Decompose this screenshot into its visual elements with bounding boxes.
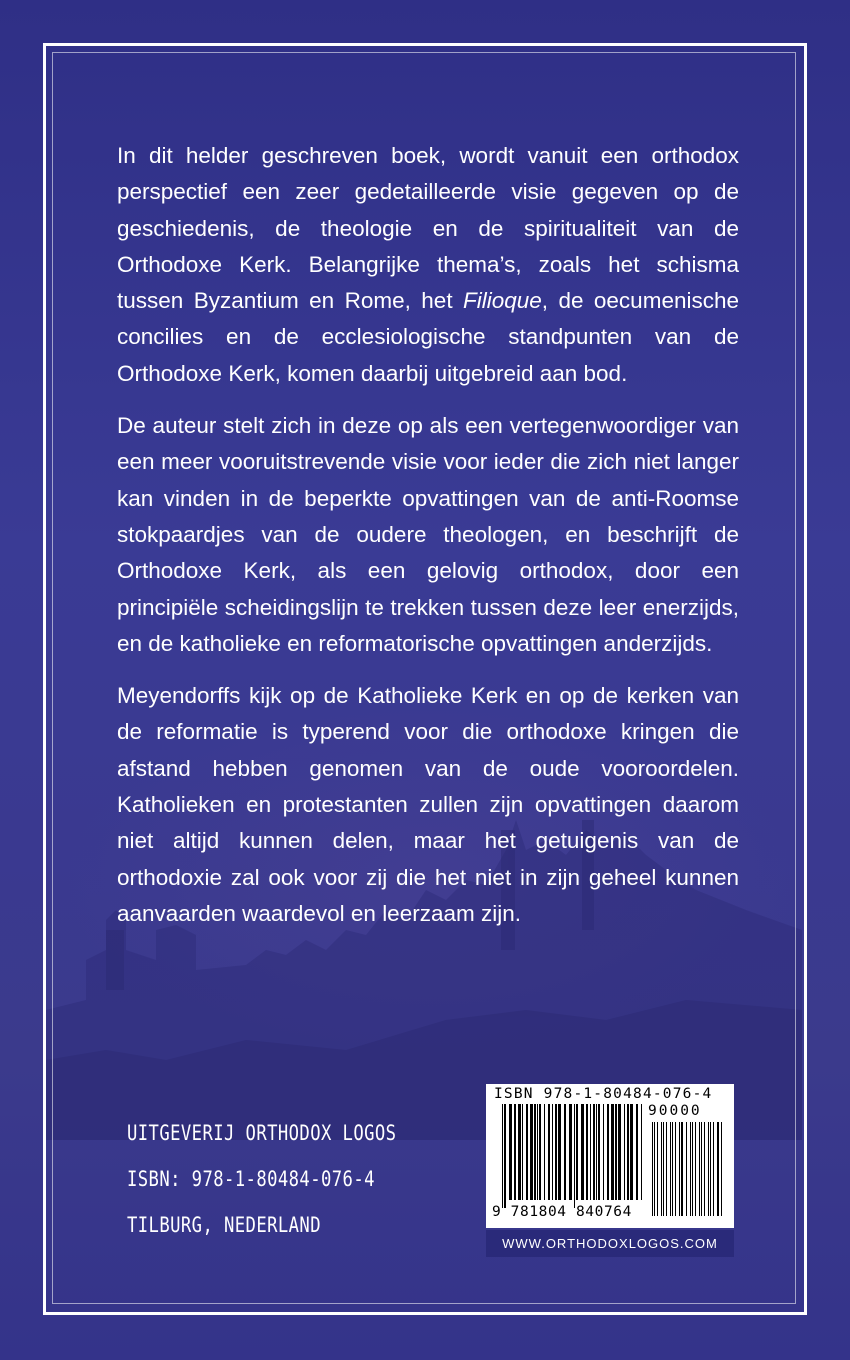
barcode-bar xyxy=(504,1104,506,1208)
barcode-bar xyxy=(624,1104,625,1200)
publisher-info xyxy=(127,1110,398,1248)
barcode-bar xyxy=(701,1122,702,1216)
barcode-bar xyxy=(672,1122,673,1216)
barcode-bar xyxy=(692,1122,693,1216)
barcode-isbn-label: ISBN 978-1-80484-076-4 xyxy=(494,1086,713,1102)
barcode-bar xyxy=(652,1122,653,1216)
barcode-bar xyxy=(564,1104,566,1200)
blurb-paragraph-3: Meyendorffs kijk op de Katholieke Kerk en op de kerken van de reformatie is typerend voor die orthodoxe kringen die afstand hebben genomen van de oude vooroordelen. Katholieken en protestanten zullen zijn opvattingen daarom niet altijd kunnen delen, maar het getuigenis van de orthodoxie zal ook voor zij die het niet in zijn geheel kunnen aanvaarden waardevol en leerzaam zijn. xyxy=(117,683,739,926)
barcode-bar xyxy=(502,1104,503,1208)
barcode-bar xyxy=(558,1104,561,1200)
barcode-bar xyxy=(603,1104,604,1200)
barcode-bar xyxy=(509,1104,512,1200)
barcode-bar xyxy=(574,1104,575,1208)
barcode-bar xyxy=(661,1122,662,1216)
barcode-bar xyxy=(675,1122,676,1216)
barcode-bar xyxy=(657,1122,658,1216)
blurb xyxy=(117,138,739,948)
barcode-bar xyxy=(534,1104,536,1200)
barcode-bar xyxy=(690,1122,691,1216)
barcode-bar xyxy=(518,1104,521,1200)
barcode-bar xyxy=(636,1104,638,1200)
publisher-isbn: ISBN: 978-1-80484-076-4 xyxy=(127,1167,375,1191)
barcode-bar xyxy=(713,1122,714,1216)
barcode-bar xyxy=(695,1122,696,1216)
publisher-location: TILBURG, NEDERLAND xyxy=(127,1213,321,1237)
barcode-bar xyxy=(686,1122,687,1216)
barcode-bar xyxy=(611,1104,614,1200)
barcode-bar xyxy=(679,1122,680,1216)
website-url: WWW.ORTHODOXLOGOS.COM xyxy=(486,1230,734,1257)
barcode-bar xyxy=(618,1104,621,1200)
barcode-bar xyxy=(530,1104,533,1200)
barcode-bar xyxy=(544,1104,545,1200)
barcode-bar xyxy=(569,1104,572,1200)
barcode-bar xyxy=(708,1122,709,1216)
barcode xyxy=(486,1084,734,1228)
barcode-bar xyxy=(710,1122,711,1216)
barcode-bar xyxy=(666,1122,667,1216)
publisher-name: UITGEVERIJ ORTHODOX LOGOS xyxy=(127,1121,397,1145)
barcode-bar xyxy=(596,1104,597,1200)
barcode-bar xyxy=(548,1104,550,1200)
barcode-bar xyxy=(576,1104,578,1200)
barcode-bar xyxy=(699,1122,700,1216)
barcode-bar xyxy=(641,1104,642,1200)
barcode-bar xyxy=(630,1104,633,1200)
barcode-bar xyxy=(717,1122,719,1216)
barcode-bar xyxy=(615,1104,617,1200)
barcode-bar xyxy=(526,1104,528,1200)
barcode-bar xyxy=(522,1104,523,1200)
barcode-bar xyxy=(704,1122,705,1216)
barcode-bar xyxy=(670,1122,671,1216)
barcode-bar xyxy=(552,1104,553,1200)
barcode-bar xyxy=(537,1104,538,1200)
barcode-bar xyxy=(598,1104,600,1200)
barcode-bar xyxy=(514,1104,516,1200)
barcode-bar xyxy=(539,1104,541,1200)
barcode-bar xyxy=(663,1122,664,1216)
barcode-bar xyxy=(607,1104,609,1200)
barcode-addon-number: 90000 xyxy=(648,1103,702,1119)
barcode-bar xyxy=(593,1104,595,1200)
barcode-bar xyxy=(590,1104,591,1200)
barcode-digits: 9 781804 840764 xyxy=(492,1204,632,1220)
blurb-paragraph-1: In dit helder geschreven boek, wordt vanuit een orthodox perspectief een zeer gedetailleerde visie gegeven op de geschiedenis, de theologie en de spiritualiteit van de Orthodoxe Kerk. Belangrijke thema’s, zoals het schisma tussen Byzantium en Rome, het Filioque, de oecumenische concilies en de ecclesiologische standpunten van de Orthodoxe Kerk, komen daarbij uitgebreid aan bod. xyxy=(117,143,739,386)
barcode-bar xyxy=(581,1104,584,1200)
barcode-bar xyxy=(654,1122,655,1216)
barcode-bar xyxy=(627,1104,629,1200)
barcode-bar xyxy=(681,1122,683,1216)
barcode-bar xyxy=(555,1104,557,1200)
barcode-bar xyxy=(586,1104,588,1200)
barcode-bar xyxy=(721,1122,722,1216)
blurb-paragraph-2: De auteur stelt zich in deze op als een vertegenwoordiger van een meer vooruitstrevende visie voor ieder die zich niet langer kan vinden in de beperkte opvattingen van de anti-Roomse stokpaardjes van de oudere theologen, en beschrijft de Orthodoxe Kerk, als een gelovig orthodox, door een principiële scheidingslijn te trekken tussen deze leer enerzijds, en de katholieke en reformatorische opvattingen anderzijds. xyxy=(117,413,739,656)
filioque-term: Filioque xyxy=(463,288,542,314)
